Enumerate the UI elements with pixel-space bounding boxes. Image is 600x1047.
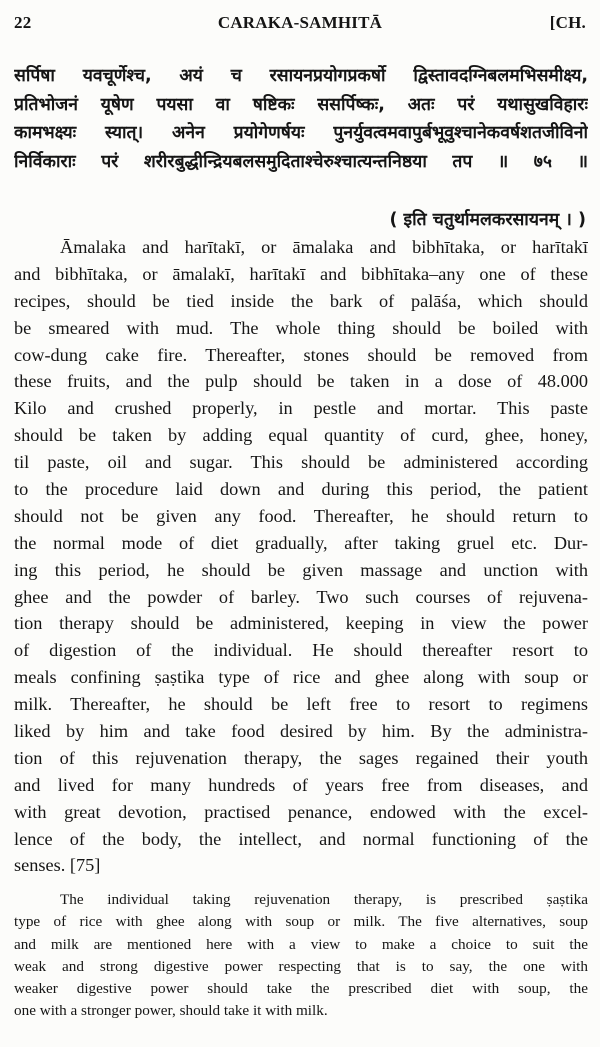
translation-line: tion therapy should be administered, keeping in view the power [14, 613, 588, 634]
page-header [14, 13, 586, 39]
translation-line: the normal mode of diet gradually, after taking gruel etc. Dur- [14, 532, 588, 553]
translation-line: should not be given any food. Thereafter, he should return to [14, 505, 588, 526]
translation-line: should be taken by adding equal quantity of curd, ghee, honey, [14, 425, 588, 446]
translation-line: recipes, should be tied inside the bark of palāśa, which should [14, 290, 588, 311]
translation-line: ghee and the powder of barley. Two such courses of rejuvena- [14, 586, 588, 607]
page-number: 22 [14, 13, 32, 32]
translation-line: Kilo and crushed properly, in pestle and mortar. This paste [14, 398, 588, 419]
commentary-line: type of rice with ghee along with soup or milk. The five alternatives, soup [14, 913, 588, 931]
translation-line: be smeared with mud. The whole thing should be boiled with [14, 317, 588, 338]
commentary-line: one with a stronger power, should take it with milk. [14, 1002, 328, 1020]
commentary-line: and milk are mentioned here with a view to make a choice to suit the [14, 935, 588, 953]
verse-line: सर्पिषा यवचूर्णेश्च, अयं च रसायनप्रयोगप्रकर्षो द्विस्तावदग्निबलमभिसमीक्ष्य, [14, 66, 588, 86]
translation-line: milk. Thereafter, he should be left free to resort to regimens [14, 694, 588, 715]
translation-line: lence of the body, the intellect, and normal functioning of the [14, 828, 588, 849]
translation-line: liked by him and take food desired by him. By the administra- [14, 721, 588, 742]
commentary-paragraph [14, 889, 588, 1023]
translation-line: senses. [75] [14, 855, 101, 876]
translation-paragraph [14, 234, 588, 879]
translation-line: and bibhītaka, or āmalakī, harītakī and bibhītaka–any one of these [14, 263, 588, 284]
translation-line: ing this period, he should be given massage and unction with [14, 559, 588, 580]
translation-line: Āmalaka and harītakī, or āmalaka and bibhītaka, or harītakī [60, 237, 588, 257]
translation-line: cow-dung cake fire. Thereafter, stones should be removed from [14, 344, 588, 365]
translation-line: these fruits, and the pulp should be taken in a dose of 48.000 [14, 371, 588, 392]
translation-line: til paste, oil and sugar. This should be administered according [14, 452, 588, 473]
chapter-mark: [CH. [549, 13, 586, 32]
translation-line: tion of this rejuvenation therapy, the sages regained their youth [14, 747, 588, 768]
commentary-line: weaker digestive power should take the prescribed diet with soup, the [14, 980, 588, 998]
translation-line: to the procedure laid down and during this period, the patient [14, 479, 588, 500]
verse-line: निर्विकाराः परं शरीरबुद्धीन्द्रियबलसमुदिताश्चेरुश्चात्यन्तनिष्ठया तप ॥ ७५ ॥ [14, 151, 588, 172]
translation-line: meals confining ṣaṣtika type of rice and ghee along with soup or [14, 667, 588, 688]
verse-line: कामभक्ष्यः स्यात्। अनेन प्रयोगेणर्षयः पुनर्युवत्वमवापुर्बभूवुश्चानेकवर्षशतजीविनो [14, 123, 588, 143]
verse-colophon: ( इति चतुर्थामलकरसायनम् । ) [389, 210, 586, 230]
verse-line: प्रतिभोजनं यूषेण पयसा वा षष्टिकः ससर्पिष्कः, अतः परं यथासुखविहारः [14, 94, 588, 115]
sanskrit-verse [14, 62, 588, 176]
commentary-line: The individual taking rejuvenation therapy, is prescribed ṣaṣtika [60, 891, 588, 908]
running-title: CARAKA-SAMHITĀ [217, 13, 383, 32]
commentary-line: weak and strong digestive power respecting that is to say, the one with [14, 957, 588, 975]
translation-line: and lived for many hundreds of years free from diseases, and [14, 774, 588, 795]
translation-line: with great devotion, practised penance, endowed with the excel- [14, 801, 588, 822]
translation-line: of digestion of the individual. He should thereafter resort to [14, 640, 588, 661]
